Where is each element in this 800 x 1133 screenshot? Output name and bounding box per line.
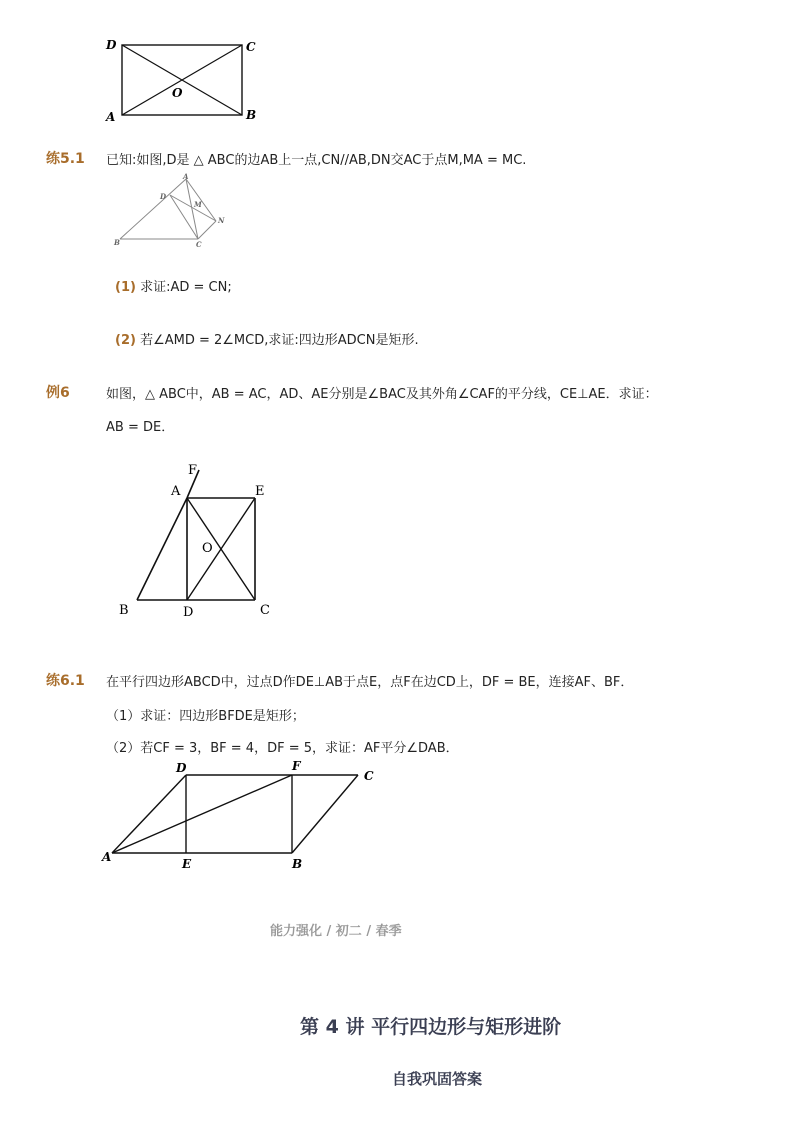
label-b: B: [246, 108, 257, 122]
label-d: D: [106, 38, 117, 52]
figure-triangle-abc-cn: [112, 173, 242, 253]
page-footer: 能力强化 / 初二 / 春季: [270, 924, 402, 939]
label-o: O: [172, 86, 183, 100]
label-a: A: [183, 172, 189, 181]
label-c: C: [364, 769, 374, 783]
label-d: D: [183, 605, 194, 620]
exercise-5-1-q1: [115, 276, 232, 295]
label-c: C: [260, 603, 270, 618]
label-c: C: [246, 40, 256, 54]
figure-example-6: [115, 460, 285, 630]
exercise-5-1-q2: [115, 329, 419, 348]
label-a: A: [102, 850, 112, 864]
exercise-5-1-tag: 练5.1: [46, 151, 85, 167]
label-b: B: [119, 603, 129, 618]
q1-number: (1): [115, 280, 136, 295]
label-o: O: [202, 541, 213, 556]
exercise-6-1-tag: 练6.1: [46, 673, 85, 689]
q2-number: (2): [115, 333, 136, 348]
example-6-line1: 如图，△ ABC中，AB = AC，AD、AE分别是∠BAC及其外角∠CAF的平分线，CE⊥AE．求证：: [106, 387, 658, 402]
label-e: E: [255, 484, 265, 499]
label-d: D: [176, 761, 187, 775]
label-n: N: [218, 216, 225, 225]
q2-text: 若∠AMD = 2∠MCD,求证:四边形ADCN是矩形.: [140, 333, 419, 348]
label-m: M: [194, 200, 202, 209]
label-f: F: [188, 463, 198, 478]
exercise-6-1-statement: 在平行四边形ABCD中，过点D作DE⊥AB于点E，点F在边CD上，DF = BE，连接AF、BF．: [106, 675, 634, 690]
label-c: C: [196, 240, 202, 249]
figure-parallelogram-abcd: [100, 760, 390, 870]
lecture-subtitle: 自我巩固答案: [392, 1070, 483, 1088]
label-a: A: [171, 484, 181, 499]
figure-rectangle-abcd: [100, 35, 280, 125]
label-b: B: [114, 238, 120, 247]
q1-text: 求证:AD = CN;: [140, 280, 232, 295]
exercise-6-1-q1: （1）求证：四边形BFDE是矩形；: [106, 709, 305, 724]
label-d: D: [160, 192, 167, 201]
lecture-title: 第 4 讲 平行四边形与矩形进阶: [300, 1016, 562, 1038]
label-f: F: [292, 759, 301, 773]
example-6-line2: AB = DE．: [106, 420, 175, 435]
label-a: A: [106, 110, 116, 124]
label-b: B: [292, 857, 303, 871]
example-6-tag: 例6: [46, 385, 70, 401]
label-e: E: [182, 857, 192, 871]
exercise-6-1-q2: （2）若CF = 3，BF = 4，DF = 5，求证：AF平分∠DAB．: [106, 741, 459, 756]
exercise-5-1-statement: 已知:如图,D是 △ ABC的边AB上一点,CN//AB,DN交AC于点M,MA = MC.: [106, 153, 527, 168]
